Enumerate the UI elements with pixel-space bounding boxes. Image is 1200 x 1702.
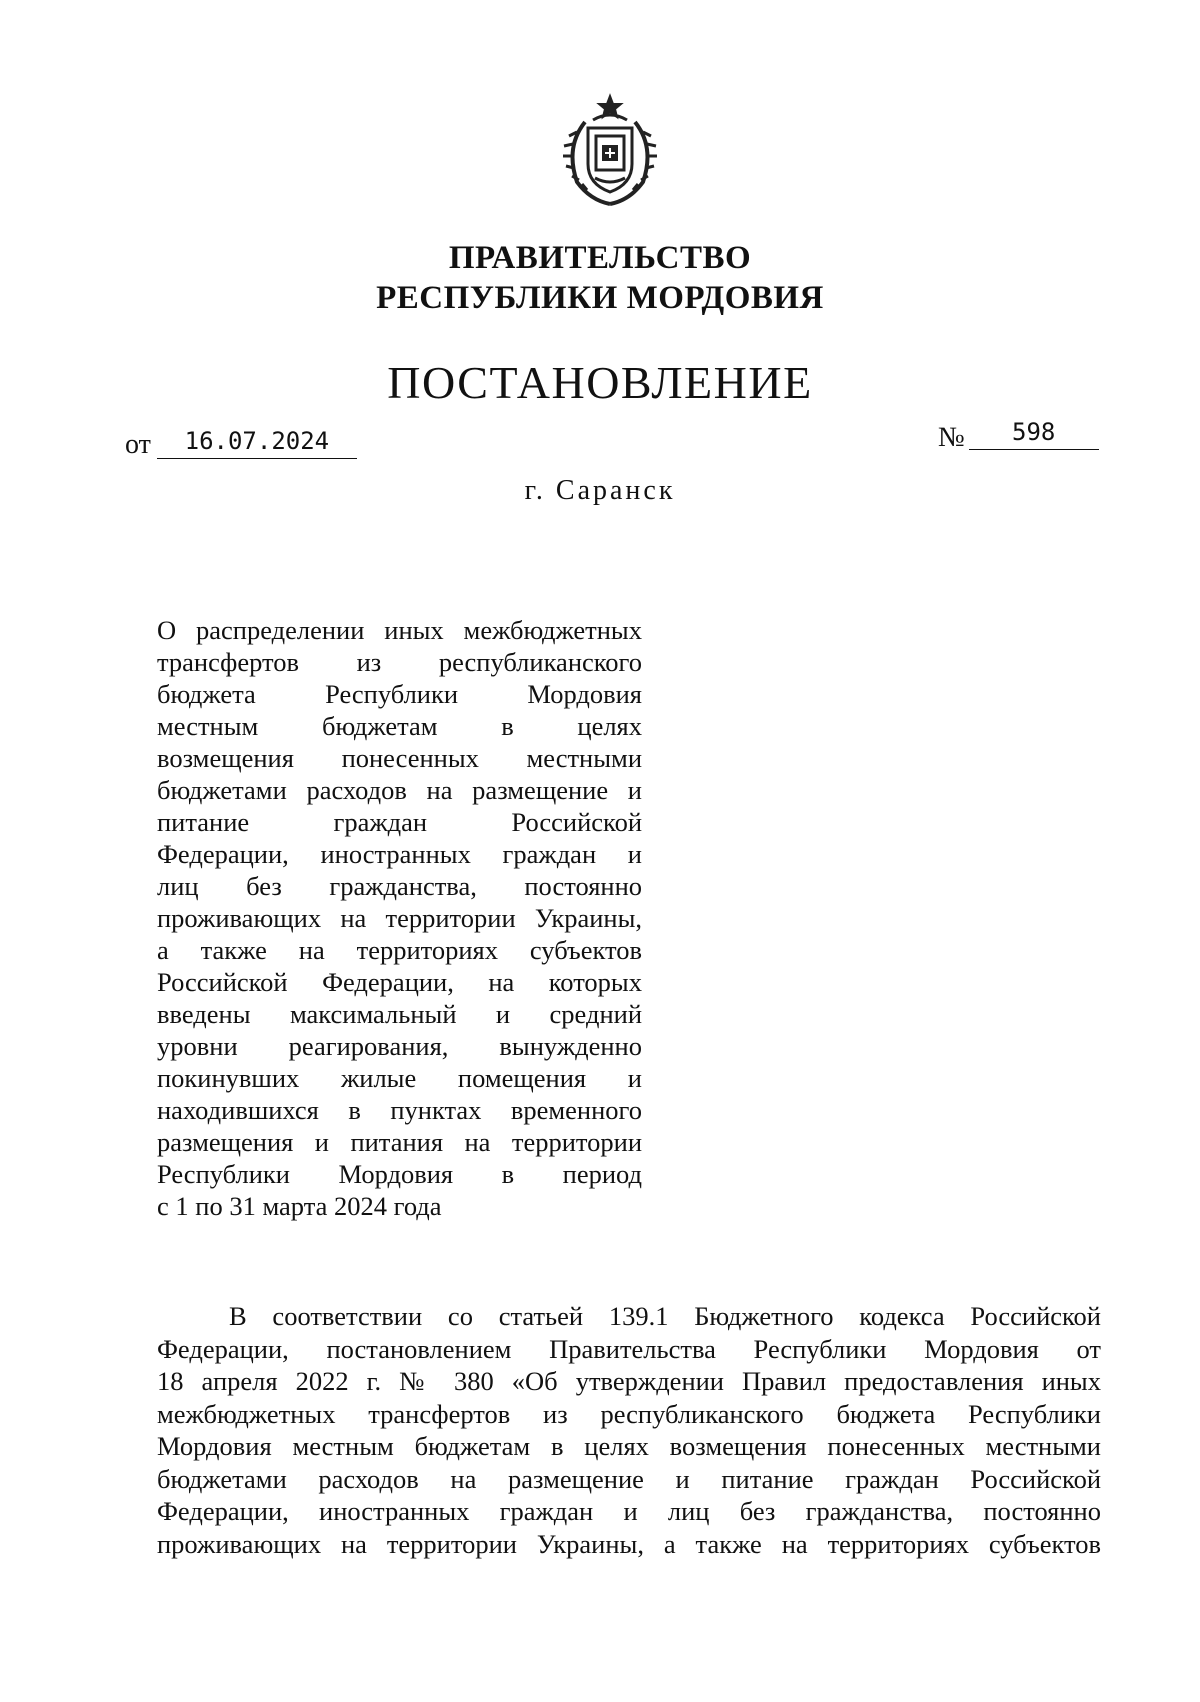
subject-line: Российской Федерации, на которых bbox=[157, 967, 642, 997]
subject-line: проживающих на территории Украины, bbox=[157, 903, 642, 933]
city-line: г. Саранск bbox=[524, 475, 676, 506]
subject-line: возмещения понесенных местными bbox=[157, 743, 642, 773]
body-line: Федерации, постановлением Правительства Республики Мордовия от bbox=[157, 1333, 1101, 1364]
body-line: В соответствии со статьей 139.1 Бюджетного кодекса Российской bbox=[229, 1301, 1101, 1331]
subject-line: Федерации, иностранных граждан и bbox=[157, 839, 642, 869]
body-line: межбюджетных трансфертов из республиканского бюджета Республики bbox=[157, 1398, 1101, 1429]
subject-line: введены максимальный и средний bbox=[157, 999, 642, 1029]
subject-line: покинувших жилые помещения и bbox=[157, 1063, 642, 1093]
organization-name-line1: ПРАВИТЕЛЬСТВО bbox=[448, 240, 752, 276]
subject-line: О распределении иных межбюджетных bbox=[157, 615, 642, 645]
number-row bbox=[938, 418, 1099, 456]
subject-line: местным бюджетам в целях bbox=[157, 711, 642, 741]
document-type-title: ПОСТАНОВЛЕНИЕ bbox=[387, 357, 813, 408]
subject-block bbox=[157, 614, 642, 1222]
subject-line: Республики Мордовия в период bbox=[157, 1159, 642, 1189]
subject-line: питание граждан Российской bbox=[157, 807, 642, 837]
body-line: проживающих на территории Украины, а также на территориях субъектов bbox=[157, 1528, 1101, 1559]
subject-line: с 1 по 31 марта 2024 года bbox=[157, 1191, 442, 1221]
body-line: 18 апреля 2022 г. № 380 «Об утверждении Правил предоставления иных bbox=[157, 1366, 1101, 1396]
body-line: Федерации, иностранных граждан и лиц без гражданства, постоянно bbox=[157, 1496, 1101, 1526]
subject-line: лиц без гражданства, постоянно bbox=[157, 871, 642, 901]
body-paragraph bbox=[157, 1300, 1101, 1560]
date-prefix: от bbox=[125, 429, 151, 460]
organization-name-line2: РЕСПУБЛИКИ МОРДОВИЯ bbox=[376, 280, 824, 316]
subject-line: размещения и питания на территории bbox=[157, 1127, 642, 1157]
subject-line: бюджета Республики Мордовия bbox=[157, 679, 642, 709]
number-prefix: № bbox=[938, 422, 965, 453]
body-line: Мордовия местным бюджетам в целях возмещения понесенных местными bbox=[157, 1431, 1101, 1461]
date-value: 16.07.2024 bbox=[157, 424, 357, 459]
subject-line: бюджетами расходов на размещение и bbox=[157, 775, 642, 805]
subject-line: уровни реагирования, вынужденно bbox=[157, 1031, 642, 1061]
subject-line: трансфертов из республиканского bbox=[157, 647, 642, 677]
coat-of-arms-icon bbox=[555, 92, 665, 210]
number-value: 598 bbox=[969, 415, 1099, 450]
subject-line: а также на территориях субъектов bbox=[157, 935, 642, 965]
date-row bbox=[125, 428, 357, 463]
subject-line: находившихся в пунктах временного bbox=[157, 1095, 642, 1125]
body-line: бюджетами расходов на размещение и питание граждан Российской bbox=[157, 1463, 1101, 1494]
